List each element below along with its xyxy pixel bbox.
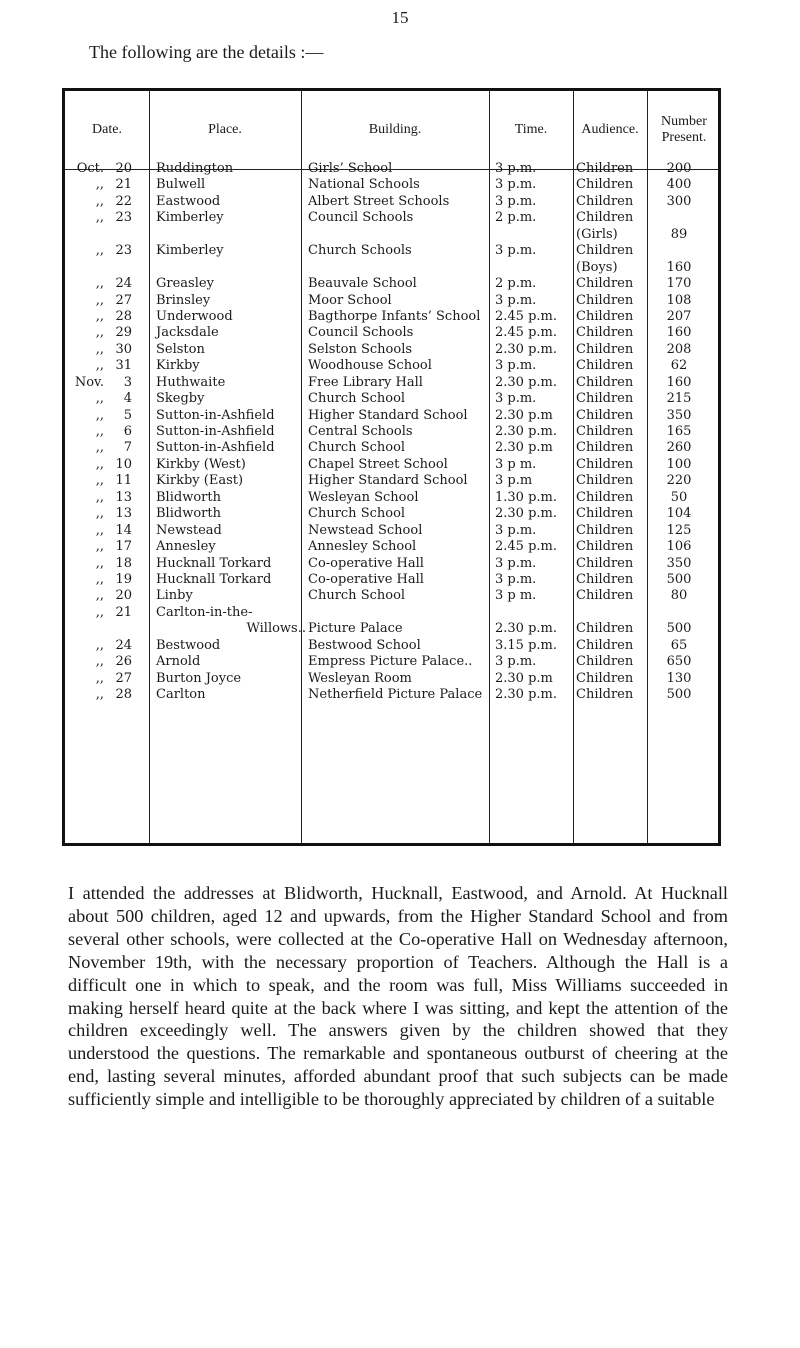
row-audience: Children: [576, 489, 634, 505]
page-number: 15: [391, 8, 409, 27]
table-row: [62, 654, 721, 670]
row-number: 260: [666, 440, 692, 456]
row-time: 3 p.m.: [495, 243, 537, 259]
row-month: Nov.: [74, 374, 104, 390]
table-row: [62, 161, 721, 177]
row-audience: Children: [576, 571, 634, 587]
row-month: ,,: [95, 473, 104, 489]
row-time: 3 p.m: [495, 473, 533, 489]
row-month: ,,: [95, 506, 104, 522]
row-building: Newstead School: [308, 522, 423, 538]
header-place: Place.: [208, 122, 242, 137]
row-audience: Children: [576, 358, 634, 374]
row-number: 350: [666, 555, 692, 571]
row-time: 3 p.m.: [495, 292, 537, 308]
row-building: Bagthorpe Infants’ School: [308, 308, 481, 324]
table-row: [62, 473, 721, 489]
table-row: [62, 243, 721, 276]
row-time: 2.45 p.m.: [495, 539, 557, 555]
row-month: ,,: [95, 308, 104, 324]
row-audience: Children: [576, 555, 634, 571]
row-place-line1: Carlton-in-the-: [156, 604, 253, 620]
row-day: 5: [123, 407, 132, 423]
row-number: 200: [666, 161, 692, 176]
row-time: 2.30 p.m.: [495, 424, 557, 440]
row-day: 27: [115, 670, 132, 686]
row-number: 160: [666, 374, 692, 390]
row-place: Eastwood: [156, 193, 221, 209]
row-number: 500: [666, 571, 692, 587]
table-row: [62, 210, 721, 243]
row-building: Moor School: [308, 292, 392, 308]
row-building: Higher Standard School: [308, 473, 468, 489]
row-day: 6: [123, 424, 132, 440]
row-building: Co-operative Hall: [308, 571, 424, 587]
row-time: 3 p m.: [495, 588, 537, 604]
row-number: 62: [670, 358, 688, 374]
table-row: [62, 375, 721, 391]
row-time: 2.30 p.m: [495, 440, 553, 456]
row-audience: [576, 210, 633, 243]
row-time: 3 p.m.: [495, 177, 537, 193]
row-building: Woodhouse School: [308, 358, 432, 374]
row-place: Burton Joyce: [156, 670, 242, 686]
row-month: ,,: [95, 424, 104, 440]
row-time: 2.30 p.m.: [495, 687, 557, 703]
row-audience: Children: [576, 276, 634, 292]
row-audience: [576, 243, 633, 276]
row-place: Sutton-in-Ashfield: [156, 424, 275, 440]
row-time: 3 p.m.: [495, 654, 537, 670]
row-time: 2 p.m.: [495, 210, 537, 226]
row-month: ,,: [95, 670, 104, 686]
row-time: 2.45 p.m.: [495, 325, 557, 341]
table-row: [62, 309, 721, 325]
row-number: 400: [666, 177, 692, 193]
row-month: ,,: [95, 407, 104, 423]
row-audience: Children: [576, 621, 634, 637]
row-building: Church School: [308, 440, 406, 456]
row-month: ,,: [95, 522, 104, 538]
table-row: [62, 457, 721, 473]
row-place: Kirkby (West): [156, 456, 246, 472]
row-day: 28: [115, 687, 132, 703]
row-place: Underwood: [156, 308, 233, 324]
row-time: 3 p m.: [495, 456, 537, 472]
row-audience: Children: [576, 341, 634, 357]
row-place: Linby: [156, 588, 193, 604]
table-row: [62, 572, 721, 588]
row-number: 160: [666, 259, 692, 275]
row-audience: Children: [576, 637, 634, 653]
body-paragraph: I attended the addresses at Blidworth, Hucknall, Eastwood, and Arnold. At Hucknall about 500 children, aged 12 and upwards, from the Higher Standard School and from several other schools, were collected at the Co-operative Hall on Wednesday afternoon, November 19th, with the necessary proportion of Teachers. Although the Hall is a difficult one in which to speak, and the room was full, Miss Williams succeeded in making herself heard quite at the back where I was sitting, and kept the attention of the children exceedingly well. The answers given by the children showed that they understood the questions. The remarkable and spontaneous outburst of cheering at the end, lasting several minutes, afforded abundant proof that such subjects can be made sufficiently simple and intelligible to be thoroughly appreciated by children of a suitable: [68, 883, 728, 1110]
row-time: 3 p.m.: [495, 358, 537, 374]
row-audience-note: (Girls): [576, 226, 618, 242]
table-row: [62, 293, 721, 309]
row-building: Central Schools: [308, 424, 413, 440]
row-month: ,,: [95, 243, 104, 259]
row-month: ,,: [95, 276, 104, 292]
row-place: Bulwell: [156, 177, 206, 193]
row-building: Higher Standard School: [308, 407, 468, 423]
row-time: 2.30 p.m: [495, 670, 553, 686]
row-day: 30: [115, 341, 132, 357]
row-audience: Children: [576, 308, 634, 324]
row-place: Skegby: [156, 391, 205, 407]
row-audience: Children: [576, 407, 634, 423]
row-number: 500: [666, 621, 692, 637]
row-number: 108: [666, 292, 692, 308]
row-time: 3 p.m.: [495, 571, 537, 587]
row-time: 3.15 p.m.: [495, 637, 557, 653]
row-day: 19: [115, 571, 132, 587]
row-place: Annesley: [156, 539, 216, 555]
row-place-line2: Willows..: [246, 621, 306, 637]
row-place: Blidworth: [156, 506, 221, 522]
row-number: 207: [666, 308, 692, 324]
row-audience: Children: [576, 687, 634, 703]
row-number: 65: [670, 637, 688, 653]
row-number: 350: [666, 407, 692, 423]
table-row: [62, 424, 721, 440]
row-number: 160: [666, 325, 692, 341]
row-time: 3 p.m.: [495, 193, 537, 209]
row-month: Oct.: [76, 161, 104, 176]
row-audience: Children: [576, 588, 634, 604]
row-month: ,,: [95, 177, 104, 193]
row-building: Selston Schools: [308, 341, 413, 357]
row-number: 130: [666, 670, 692, 686]
table-row: [62, 556, 721, 572]
row-place: Blidworth: [156, 489, 221, 505]
row-number: 500: [666, 687, 692, 703]
table-row: [62, 194, 721, 210]
row-day: 23: [115, 243, 132, 259]
row-building: Annesley School: [308, 539, 417, 555]
row-building: Beauvale School: [308, 276, 417, 292]
row-month: ,,: [95, 391, 104, 407]
header-audience: Audience.: [581, 122, 639, 137]
row-audience-note: (Boys): [576, 259, 618, 275]
row-day: 27: [115, 292, 132, 308]
row-month: ,,: [95, 637, 104, 653]
row-time: 2.30 p.m.: [495, 374, 557, 390]
table-row: [62, 523, 721, 539]
row-audience: Children: [576, 325, 634, 341]
row-building: National Schools: [308, 177, 420, 193]
row-month: ,,: [95, 654, 104, 670]
row-number: 300: [666, 193, 692, 209]
row-place: Arnold: [156, 654, 201, 670]
row-time: 2.45 p.m.: [495, 308, 557, 324]
row-audience: Children: [576, 522, 634, 538]
row-audience: Children: [576, 440, 634, 456]
row-building: Empress Picture Palace..: [308, 654, 473, 670]
row-month: ,,: [95, 440, 104, 456]
row-number: 104: [666, 506, 692, 522]
intro-text: The following are the details :—: [89, 42, 324, 62]
row-month: ,,: [95, 292, 104, 308]
row-place: Kimberley: [156, 243, 224, 259]
row-place: Hucknall Torkard: [156, 555, 272, 571]
row-month: ,,: [95, 341, 104, 357]
row-time: 2.30 p.m.: [495, 506, 557, 522]
row-building: Chapel Street School: [308, 456, 448, 472]
row-audience: Children: [576, 177, 634, 193]
row-day: 13: [115, 506, 132, 522]
row-month: ,,: [95, 604, 104, 620]
row-day: 10: [115, 456, 132, 472]
row-day: 21: [115, 177, 132, 193]
row-month: ,,: [95, 358, 104, 374]
row-number: 215: [666, 391, 692, 407]
table-row: [62, 506, 721, 522]
row-month: ,,: [95, 687, 104, 703]
table-body: [62, 161, 721, 703]
row-building: Church Schools: [308, 243, 412, 259]
row-time: 3 p.m.: [495, 522, 537, 538]
table-row: [62, 408, 721, 424]
row-month: ,,: [95, 571, 104, 587]
row-month: ,,: [95, 555, 104, 571]
row-day: 20: [115, 588, 132, 604]
header-time: Time.: [514, 122, 548, 137]
row-audience: Children: [576, 424, 634, 440]
row-place: Sutton-in-Ashfield: [156, 440, 275, 456]
row-building: Picture Palace: [308, 621, 403, 637]
row-day: 31: [115, 358, 132, 374]
row-day: 28: [115, 308, 132, 324]
row-day: 21: [115, 604, 132, 620]
row-number: 165: [666, 424, 692, 440]
row-day: 11: [115, 473, 132, 489]
row-time: 1.30 p.m.: [495, 489, 557, 505]
row-place: Sutton-in-Ashfield: [156, 407, 275, 423]
row-time: 3 p.m.: [495, 391, 537, 407]
row-day: 18: [115, 555, 132, 571]
row-time: 2.30 p.m: [495, 407, 553, 423]
row-audience: Children: [576, 193, 634, 209]
table-row: [62, 358, 721, 374]
row-audience: Children: [576, 473, 634, 489]
row-place: Kirkby: [156, 358, 200, 374]
table-row: [62, 391, 721, 407]
row-number: 89: [670, 226, 688, 242]
row-place: Brinsley: [156, 292, 211, 308]
row-audience: Children: [576, 654, 634, 670]
row-building: Co-operative Hall: [308, 555, 424, 571]
row-audience: Children: [576, 292, 634, 308]
table-row: [62, 177, 721, 193]
row-place: Carlton: [156, 687, 206, 703]
row-month: ,,: [95, 456, 104, 472]
row-place: [156, 605, 306, 638]
row-number: 125: [666, 522, 692, 538]
row-building: Albert Street Schools: [308, 193, 450, 209]
table-row: [62, 671, 721, 687]
row-place: Newstead: [156, 522, 222, 538]
row-number: 50: [670, 489, 688, 505]
table-row: [62, 325, 721, 341]
row-number: 80: [670, 588, 688, 604]
row-place: Selston: [156, 341, 205, 357]
row-place: Ruddington: [156, 161, 234, 176]
row-place: Greasley: [156, 276, 214, 292]
row-month: ,,: [95, 193, 104, 209]
row-day: 20: [115, 161, 132, 176]
row-number: 100: [666, 456, 692, 472]
row-month: ,,: [95, 539, 104, 555]
row-month: ,,: [95, 210, 104, 226]
row-place: Bestwood: [156, 637, 221, 653]
row-building: Girls’ School: [308, 161, 393, 176]
row-audience: Children: [576, 539, 634, 555]
row-day: 7: [123, 440, 132, 456]
row-building: Wesleyan Room: [308, 670, 412, 686]
row-place: Hucknall Torkard: [156, 571, 272, 587]
row-number: 208: [666, 341, 692, 357]
table-row: [62, 490, 721, 506]
row-building: Church School: [308, 391, 406, 407]
row-audience-main: Children: [576, 243, 634, 259]
table-row: [62, 440, 721, 456]
row-building: Wesleyan School: [308, 489, 419, 505]
row-audience: Children: [576, 374, 634, 390]
table-row: [62, 342, 721, 358]
row-day: 23: [115, 210, 132, 226]
row-month: ,,: [95, 588, 104, 604]
row-audience: Children: [576, 670, 634, 686]
row-building: Bestwood School: [308, 637, 421, 653]
table-row: [62, 539, 721, 555]
row-day: 22: [115, 193, 132, 209]
row-building: Netherfield Picture Palace: [308, 687, 483, 703]
row-time: 2.30 p.m.: [495, 621, 557, 637]
table-row: [62, 588, 721, 604]
header-date: Date.: [92, 122, 122, 137]
table-row: [62, 638, 721, 654]
row-number: 106: [666, 539, 692, 555]
row-time: 2.30 p.m.: [495, 341, 557, 357]
row-day: 29: [115, 325, 132, 341]
row-month: ,,: [95, 325, 104, 341]
row-place: Kirkby (East): [156, 473, 244, 489]
row-day: 3: [123, 374, 132, 390]
row-day: 24: [115, 637, 132, 653]
row-time: 2 p.m.: [495, 276, 537, 292]
row-audience: Children: [576, 391, 634, 407]
row-number: 220: [666, 473, 692, 489]
table-row: [62, 605, 721, 638]
table-row: [62, 687, 721, 703]
row-time: 3 p.m.: [495, 555, 537, 571]
row-place: Kimberley: [156, 210, 224, 226]
row-place: Jacksdale: [156, 325, 219, 341]
row-building: Free Library Hall: [308, 374, 423, 390]
header-number-present: Number Present.: [661, 114, 707, 145]
row-number: 650: [666, 654, 692, 670]
row-number: 170: [666, 276, 692, 292]
row-audience: Children: [576, 506, 634, 522]
row-building: Council Schools: [308, 325, 414, 341]
row-building: Church School: [308, 588, 406, 604]
row-day: 26: [115, 654, 132, 670]
row-day: 17: [115, 539, 132, 555]
row-audience-main: Children: [576, 210, 634, 226]
row-building: Church School: [308, 506, 406, 522]
header-building: Building.: [368, 122, 422, 137]
row-place: Huthwaite: [156, 374, 226, 390]
row-day: 13: [115, 489, 132, 505]
table-row: [62, 276, 721, 292]
row-audience: Children: [576, 456, 634, 472]
row-time: 3 p.m.: [495, 161, 537, 176]
row-day: 14: [115, 522, 132, 538]
row-month: ,,: [95, 489, 104, 505]
row-building: Council Schools: [308, 210, 414, 226]
row-audience: Children: [576, 161, 634, 176]
row-day: 4: [123, 391, 132, 407]
row-day: 24: [115, 276, 132, 292]
